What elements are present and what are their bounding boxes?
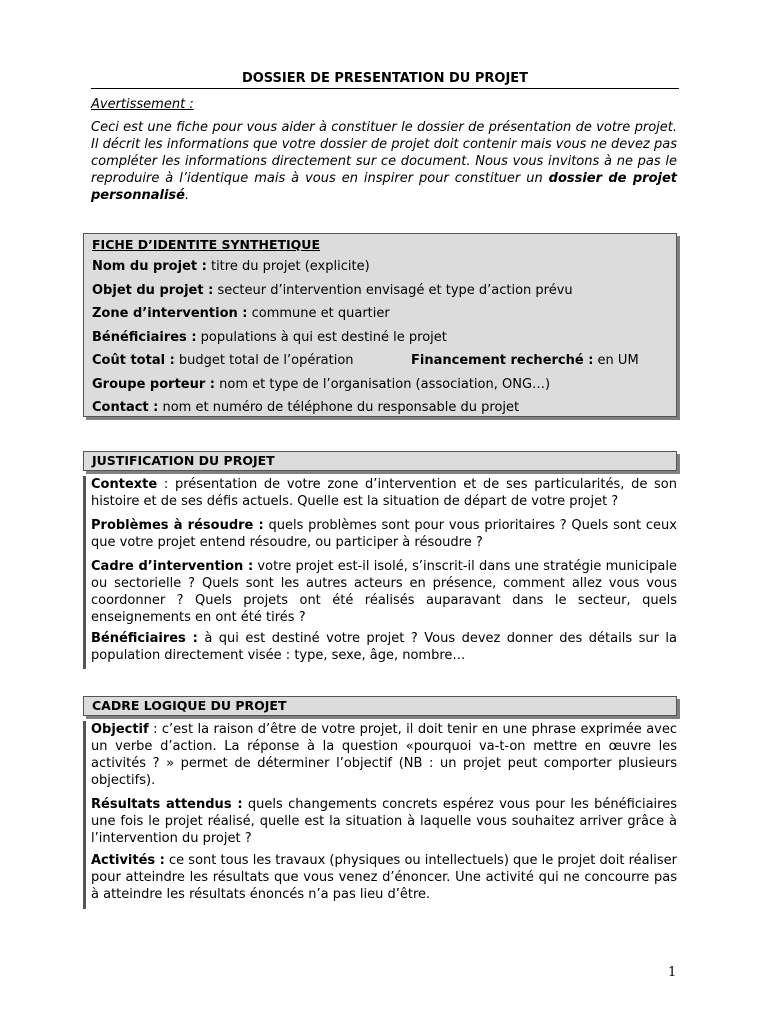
justification-context: Contexte : présentation de votre zone d’intervention et de ses particularités, de son histoire et de ses défis actuels. Quelle est la situation de départ de votre projet ? [91,477,677,509]
justification-beneficiaries: Bénéficiaires : à qui est destiné votre projet ? Vous devez donner des détails sur la population directement visée : type, sexe, âge, nombre… [91,631,677,663]
justification-side-bar [83,476,86,669]
identity-row-cost: Coût total : budget total de l’opération [92,353,354,368]
cadre-objective: Objectif : c’est la raison d’être de votre projet, il doit tenir en une phrase exprimée avec un verbe d’action. La réponse à la question «pourquoi va-t-on mettre en œuvre les activités ? » permet de déterminer l’objectif (NB : un projet peut comporter plusieurs objectifs). [91,722,677,788]
document-title: DOSSIER DE PRESENTATION DU PROJET [241,71,529,86]
identity-row-object: Objet du projet : secteur d’intervention envisagé et type d’action prévu [92,283,573,298]
identity-row-group: Groupe porteur : nom et type de l’organisation (association, ONG…) [92,377,551,392]
identity-row-contact: Contact : nom et numéro de téléphone du responsable du projet [92,400,520,415]
cadre-side-bar [83,721,86,909]
justification-problems: Problèmes à résoudre : quels problèmes sont pour vous prioritaires ? Quels sont ceux que votre projet entend résoudre, ou participer à résoudre ? [91,518,677,550]
cadre-heading-box [83,696,677,716]
cadre-heading: CADRE LOGIQUE DU PROJET [92,698,287,713]
cadre-activities: Activités : ce sont tous les travaux (physiques ou intellectuels) que le projet doit réaliser pour atteindre les résultats que vous venez d’énoncer. Une activité qui ne concourre pas à atteindre les résultats énoncés n’a pas lieu d’être. [91,853,677,902]
page-number: 1 [668,965,677,980]
identity-card [83,233,677,417]
identity-row-zone: Zone d’intervention : commune et quartier [92,306,390,321]
justification-framework: Cadre d’intervention : votre projet est-il isolé, s’inscrit-il dans une stratégie municipale ou sectorielle ? Quels sont les autres acteurs en présence, comment allez vous vous coordonner ? Quels projets ont été réalisés auparavant dans le secteur, quels enseignements en ont été tirés ? [91,559,677,625]
identity-row-name: Nom du projet : titre du projet (explicite) [92,259,370,274]
identity-row-beneficiaries: Bénéficiaires : populations à qui est destiné le projet [92,330,447,345]
warning-text: Ceci est une fiche pour vous aider à constituer le dossier de présentation de votre projet. Il décrit les informations que votre dossier de projet doit contenir mais vous ne devez pas compléter les informations directement sur ce document. Nous vous invitons à ne pas le reproduire à l’identique mais à vous en inspirer pour constituer un dossier de projet personnalisé. [91,120,677,203]
cadre-results: Résultats attendus : quels changements concrets espérez vous pour les bénéficiaires une fois le projet réalisé, quelle est la situation à laquelle vous souhaitez arriver grâce à l’intervention du projet ? [91,797,677,846]
identity-row-financing: Financement recherché : en UM [411,353,639,368]
identity-heading: FICHE D’IDENTITE SYNTHETIQUE [92,237,320,252]
warning-bold: dossier de projet personnalisé [91,171,677,203]
warning-label: Avertissement : [91,97,194,112]
justification-heading: JUSTIFICATION DU PROJET [92,453,275,468]
title-rule [91,88,679,89]
justification-heading-box [83,451,677,471]
